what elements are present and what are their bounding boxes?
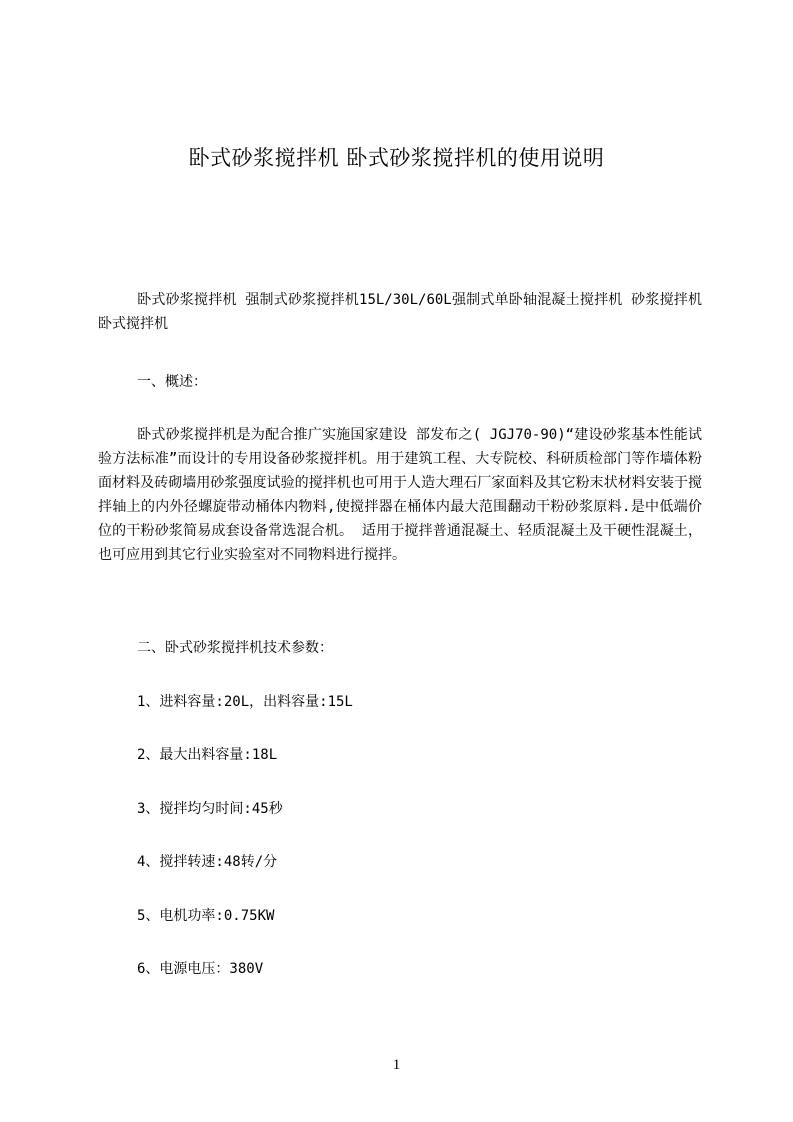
parameter-item: 2、最大出料容量:18L xyxy=(137,747,278,763)
intro-paragraph: 卧式砂浆搅拌机 强制式砂浆搅拌机15L/30L/60L强制式单卧轴混凝土搅拌机 砂浆搅拌机 卧式搅拌机 xyxy=(98,292,702,332)
page-number: 1 xyxy=(392,1057,401,1073)
parameter-item: 6、电源电压：380V xyxy=(137,961,264,977)
parameter-item: 4、搅拌转速:48转/分 xyxy=(137,854,278,870)
document-title: 卧式砂浆搅拌机 卧式砂浆搅拌机的使用说明 xyxy=(188,146,605,170)
section-heading-parameters: 二、卧式砂浆搅拌机技术参数： xyxy=(137,640,333,656)
parameter-item: 5、电机功率:0.75KW xyxy=(137,908,275,924)
section-heading-overview: 一、概述： xyxy=(137,374,207,390)
overview-paragraph: 卧式砂浆搅拌机是为配合推广实施国家建设 部发布之( JGJ70-90)“建设砂浆基本性能试验方法标准”而设计的专用设备砂浆搅拌机。用于建筑工程、大专院校、科研质检部门等作墙体粉面材料及砖砌墙用砂浆强度试验的搅拌机也可用于人造大理石厂家面料及其它粉末状材料安装于搅拌轴上的内外径螺旋带动桶体内物料,使搅拌器在桶体内最大范围翻动干粉砂浆原料.是中低端价位的干粉砂浆简易成套设备常选混合机。 适用于搅拌普通混凝土、轻质混凝土及干硬性混凝土，也可应用到其它行业实验室对不同物料进行搅拌。 xyxy=(98,427,702,563)
parameter-item: 1、进料容量:20L，出料容量:15L xyxy=(137,694,353,710)
parameter-item: 3、搅拌均匀时间:45秒 xyxy=(137,801,283,817)
